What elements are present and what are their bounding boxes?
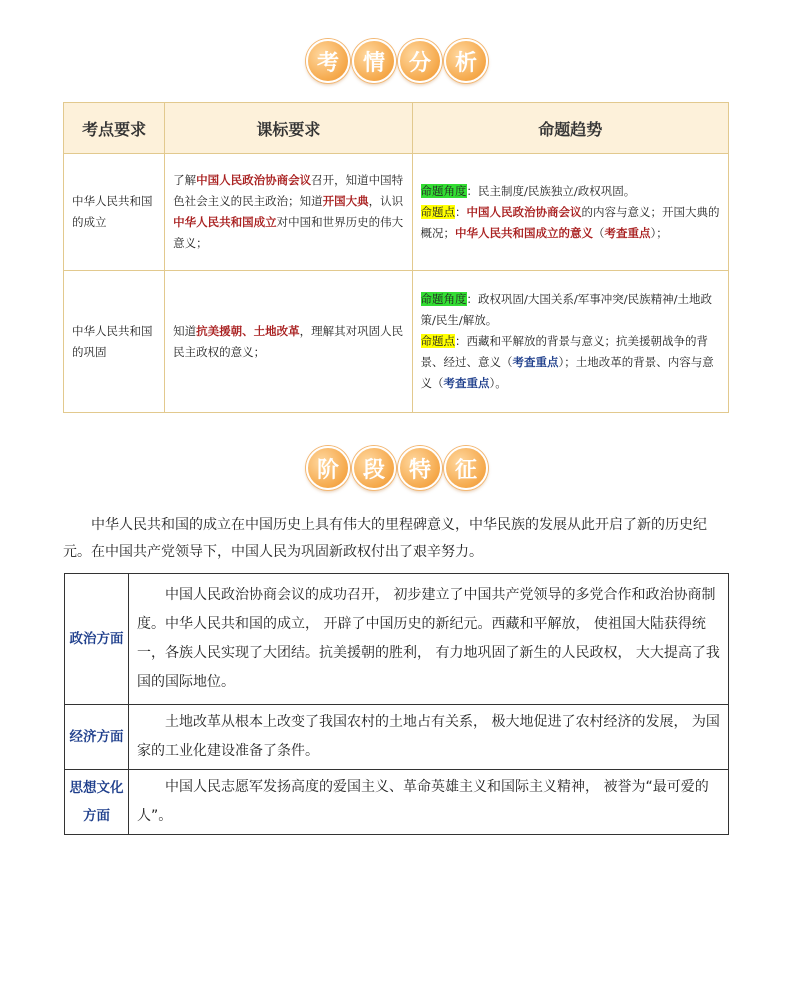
table-header-row xyxy=(64,103,729,154)
table-row xyxy=(65,705,729,770)
text: ）； xyxy=(650,225,668,240)
key-term: 中华人民共和国成立 xyxy=(173,215,277,229)
text: 对中国和世界历史的伟大意义； xyxy=(173,215,404,250)
text: ： xyxy=(455,204,467,219)
stage-features-table xyxy=(64,573,729,835)
focus-tag: 考查重点 xyxy=(604,225,651,240)
text: 召开，知道中国特色社会主义的民主政治；知道 xyxy=(173,173,404,208)
text: ：西藏和平解放的背景与意义；抗美援朝战争的背景、经过、意义（ xyxy=(420,334,708,369)
title-char: 段 xyxy=(352,446,396,490)
angle-text: ：政权巩固/大国关系/军事冲突/民族精神/土地政策/民生/解放。 xyxy=(420,292,712,327)
text: ，认识 xyxy=(368,194,404,208)
trend-points xyxy=(421,202,721,244)
aspect-text: 土地改革从根本上改变了我国农村的土地占有关系， 极大地促进了农村经济的发展， 为国家的工业化建设准备了条件。 xyxy=(129,705,729,770)
angle-label: 命题角度 xyxy=(420,292,467,306)
title-char: 阶 xyxy=(306,446,350,490)
trend-angle xyxy=(421,181,721,202)
text: 了解 xyxy=(173,173,197,187)
exam-analysis-table xyxy=(63,102,729,413)
point-cell: 中华人民共和国的成立 xyxy=(64,154,165,271)
point-label: 命题点 xyxy=(420,334,455,348)
aspect-label: 思想文化方面 xyxy=(65,770,129,835)
text: ）；土地改革的背景、内容与意义（ xyxy=(420,355,714,390)
text: （ xyxy=(593,225,605,240)
text: 的内容与意义；开国大典的概况； xyxy=(420,204,720,240)
angle-text: ：民主制度/民族独立/政权巩固。 xyxy=(466,183,636,198)
aspect-text: 中国人民志愿军发扬高度的爱国主义、革命英雄主义和国际主义精神， 被誉为“最可爱的人”。 xyxy=(129,770,729,835)
title-char: 分 xyxy=(398,39,442,83)
standard-cell xyxy=(165,154,412,271)
title-char: 征 xyxy=(444,446,488,490)
section-title-stage-features xyxy=(0,443,794,493)
text: ）。 xyxy=(489,376,507,390)
trend-points xyxy=(421,331,721,394)
trend-cell xyxy=(412,154,729,271)
key-term: 开国大典 xyxy=(322,194,369,208)
point-label: 命题点 xyxy=(420,204,455,219)
key-term: 抗美援朝、土地改革 xyxy=(196,323,300,338)
trend-angle xyxy=(421,289,721,331)
table-row xyxy=(64,154,729,271)
table-row xyxy=(65,574,729,705)
table-row xyxy=(64,271,729,413)
aspect-text: 中国人民政治协商会议的成功召开， 初步建立了中国共产党领导的多党合作和政治协商制度。中华人民共和国的成立， 开辟了中国历史的新纪元。西藏和平解放， 使祖国大陆获得统一，各族人民实现了大团结。抗美援朝的胜利， 有力地巩固了新生的人民政权， 大大提高了我国的国际地位。 xyxy=(129,574,729,705)
header-point: 考点要求 xyxy=(64,103,165,154)
section-title-analysis xyxy=(0,36,794,86)
text: 知道 xyxy=(173,323,197,338)
header-trend: 命题趋势 xyxy=(412,103,729,154)
standard-cell xyxy=(165,271,412,413)
point-cell: 中华人民共和国的巩固 xyxy=(64,271,165,413)
key-term: 中国人民政治协商会议 xyxy=(196,173,312,187)
intro-paragraph: 中华人民共和国的成立在中国历史上具有伟大的里程碑意义，中华民族的发展从此开启了新的历史纪元。在中国共产党领导下，中国人民为巩固新政权付出了艰辛努力。 xyxy=(63,517,707,560)
key-term: 中国人民政治协商会议 xyxy=(466,204,582,219)
title-char: 情 xyxy=(352,39,396,83)
key-term: 中华人民共和国成立的意义 xyxy=(455,225,593,240)
focus-tag: 考查重点 xyxy=(512,355,559,369)
title-char: 考 xyxy=(306,39,350,83)
text: ，理解其对巩固人民民主政权的意义； xyxy=(173,323,404,359)
angle-label: 命题角度 xyxy=(420,183,467,198)
trend-cell xyxy=(412,271,729,413)
table-row xyxy=(65,770,729,835)
focus-tag: 考查重点 xyxy=(443,376,490,390)
title-char: 特 xyxy=(398,446,442,490)
aspect-label: 经济方面 xyxy=(65,705,129,770)
header-standard: 课标要求 xyxy=(165,103,412,154)
aspect-label: 政治方面 xyxy=(65,574,129,705)
title-char: 析 xyxy=(444,39,488,83)
